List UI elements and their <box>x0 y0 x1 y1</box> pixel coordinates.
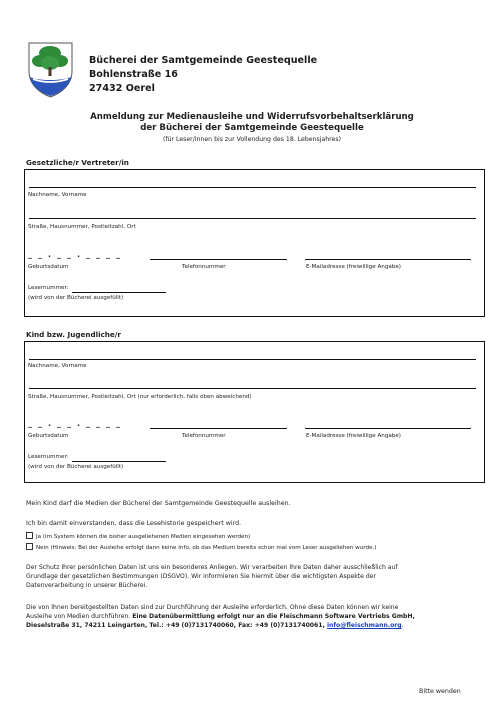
privacy-para2-line3a: Dieselstraße 31, 74211 Leingarten, Tel.: +49 (0)7131740060, Fax: +49 (0)7131740061, <box>26 622 327 629</box>
guardian-section-label: Gesetzliche/r Vertreter/in <box>26 158 129 167</box>
privacy-para1 <box>26 563 486 590</box>
no-option-label: Nein (Hinweis: Bei der Ausleihe erfolgt dann keine Info, ob das Medium bereits schon mal vom Leser ausgeliehen wurde.) <box>36 545 377 551</box>
guardian-phone-field[interactable] <box>150 259 287 260</box>
coat-of-arms-logo <box>27 41 74 98</box>
guardian-phone-label: Telefonnummer <box>182 264 226 270</box>
child-section-label: Kind bzw. Jugendliche/r <box>26 330 121 339</box>
yes-option-label: Ja (im System können die bisher ausgeliehenen Medien eingesehen werden) <box>36 534 251 540</box>
guardian-reader-number-field[interactable] <box>72 292 166 293</box>
history-option-no[interactable] <box>26 543 376 552</box>
history-option-yes[interactable] <box>26 532 250 541</box>
privacy-para1-line1: Der Schutz Ihrer persönlichen Daten ist uns ein besonderes Anliegen. Wir verarbeiten Ihre Daten daher ausschließlich auf <box>26 564 398 571</box>
turn-page-note: Bitte wenden <box>419 688 461 695</box>
privacy-para1-line2: Grundlage der gesetzlichen Bestimmungen (DSGVO). Wir informieren Sie hiermit über die wichtigsten Aspekte der <box>26 573 376 580</box>
privacy-para2 <box>26 603 486 630</box>
guardian-email-field[interactable] <box>305 259 471 260</box>
child-birthdate-field[interactable]: _ _ . _ _ . _ _ _ _ <box>28 419 122 428</box>
privacy-para2-line1: Die von Ihnen bereitgestellten Daten sind zur Durchführung der Ausleihe erforderlich. Ohne diese Daten können wir keine <box>26 604 399 611</box>
child-name-label: Nachname, Vorname <box>28 363 87 369</box>
child-reader-number-note: (wird von der Bücherei ausgefüllt) <box>28 464 124 470</box>
org-name: Bücherei der Samtgemeinde Geestequelle <box>89 55 318 66</box>
form-title-line2: der Bücherei der Samtgemeinde Geestequelle <box>140 123 364 133</box>
email-link[interactable]: info@fleischmann.org <box>326 622 402 629</box>
guardian-box <box>24 169 485 317</box>
guardian-address-label: Straße, Hausnummer, Postleitzahl, Ort <box>28 224 136 230</box>
child-box <box>24 341 485 483</box>
history-question: Ich bin damit einverstanden, dass die Lesehistorie gespeichert wird. <box>26 520 242 527</box>
org-city: 27432 Oerel <box>89 83 155 94</box>
privacy-para2-line3 <box>26 621 486 630</box>
child-birthdate-label: Geburtsdatum <box>28 433 69 439</box>
child-reader-number-label: Lesernummer: <box>28 454 69 460</box>
privacy-para2-end: . <box>401 622 404 629</box>
guardian-name-field[interactable] <box>29 187 476 188</box>
form-title-line1: Anmeldung zur Medienausleihe und Widerrufsvorbehaltserklärung <box>90 112 414 122</box>
child-email-label: E-Mailadresse (freiwillige Angabe) <box>306 433 401 439</box>
consent-statement: Mein Kind darf die Medien der Bücherei der Samtgemeinde Geestequelle ausleihen. <box>26 500 291 507</box>
privacy-para2-line2 <box>26 612 486 621</box>
guardian-reader-number-note: (wird von der Bücherei ausgefüllt) <box>28 295 124 301</box>
child-phone-label: Telefonnummer <box>182 433 226 439</box>
guardian-reader-number-label: Lesernummer: <box>28 285 69 291</box>
guardian-birthdate-label: Geburtsdatum <box>28 264 69 270</box>
child-email-field[interactable] <box>305 428 471 429</box>
no-checkbox[interactable] <box>26 543 33 550</box>
child-address-label: Straße, Hausnummer, Postleitzahl, Ort (nur erforderlich, falls oben abweichend) <box>28 394 252 400</box>
privacy-para1-line3: Datenverarbeitung in unserer Bücherei. <box>26 582 148 589</box>
org-street: Bohlenstraße 16 <box>89 69 178 80</box>
child-phone-field[interactable] <box>150 428 287 429</box>
guardian-birthdate-field[interactable]: _ _ . _ _ . _ _ _ _ <box>28 250 122 259</box>
privacy-para2-line2a: Ausleihe von Medien durchführen. <box>26 613 133 620</box>
guardian-email-label: E-Mailadresse (freiwillige Angabe) <box>306 264 401 270</box>
yes-checkbox[interactable] <box>26 532 33 539</box>
child-name-field[interactable] <box>29 359 476 360</box>
child-reader-number-field[interactable] <box>72 461 166 462</box>
child-address-field[interactable] <box>29 388 476 389</box>
guardian-address-field[interactable] <box>29 218 476 219</box>
privacy-para2-line2b: Eine Datenübermittlung erfolgt nur an die Fleischmann Software Vertriebs GmbH, <box>132 613 415 620</box>
form-subtitle: (für Leser/innen bis zur Vollendung des 18. Lebensjahres) <box>162 136 341 143</box>
guardian-name-label: Nachname, Vorname <box>28 192 87 198</box>
